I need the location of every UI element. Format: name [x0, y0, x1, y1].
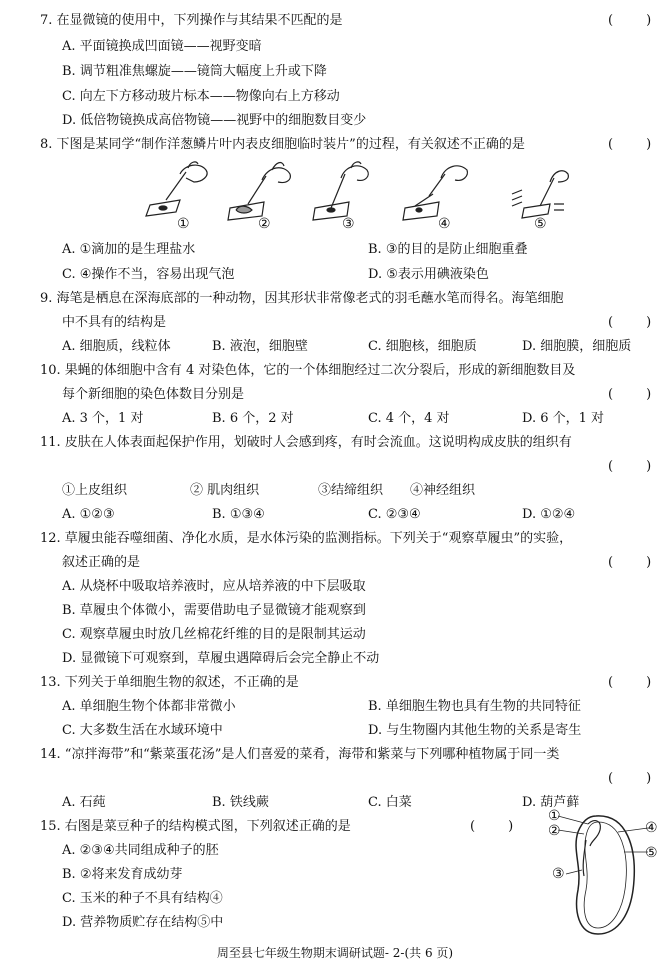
q12-option-d: D. 显微镜下可观察到，草履虫遇障碍后会完全静止不动 — [62, 651, 380, 666]
q8-figure-label-4: ④ — [438, 216, 451, 232]
q15-option-c: C. 玉米的种子不具有结构④ — [62, 891, 223, 906]
q15-figure-label-1: ① — [548, 808, 561, 824]
q10-option-c: C. 4 个，4 对 — [368, 411, 450, 426]
q10-option-a: A. 3 个，1 对 — [62, 411, 144, 426]
q15-option-a: A. ②③④共同组成种子的胚 — [62, 843, 219, 858]
q15-figure-label-4: ④ — [645, 820, 658, 836]
q7-option-c: C. 向左下方移动玻片标本——物像向右上方移动 — [62, 89, 340, 104]
q7-answer-paren: ( ) — [608, 13, 652, 28]
q11-stem: 11. 皮肤在人体表面起保护作用，划破时人会感到疼，有时会流血。这说明构成皮肤的组织有 — [40, 435, 572, 450]
q14-option-a: A. 石莼 — [62, 795, 106, 810]
q7-option-a: A. 平面镜换成凹面镜——视野变暗 — [62, 39, 262, 54]
q11-tissue-3: ③结缔组织 — [318, 483, 384, 498]
q11-option-d: D. ①②④ — [522, 507, 576, 522]
q15-option-b: B. ②将来发育成幼芽 — [62, 867, 183, 882]
q15-option-d: D. 营养物质贮存在结构⑤中 — [62, 915, 224, 930]
q11-option-b: B. ①③④ — [212, 507, 265, 522]
q9-stem-line1: 9. 海笔是栖息在深海底部的一种动物，因其形状非常像老式的羽毛蘸水笔而得名。海笔细胞 — [40, 291, 564, 306]
q9-option-b: B. 液泡，细胞壁 — [212, 339, 308, 354]
q14-option-b: B. 铁线蕨 — [212, 795, 269, 810]
q9-option-a: A. 细胞质，线粒体 — [62, 339, 171, 354]
q11-answer-paren: ( ) — [608, 459, 652, 474]
q8-figure-label-2: ② — [258, 216, 271, 232]
q12-answer-paren: ( ) — [608, 555, 652, 570]
q12-stem-line2: 叙述正确的是 — [62, 555, 141, 570]
q7-stem: 7. 在显微镜的使用中，下列操作与其结果不匹配的是 — [40, 13, 343, 28]
q13-stem: 13. 下列关于单细胞生物的叙述，不正确的是 — [40, 675, 299, 690]
q8-stem: 8. 下图是某同学“制作洋葱鳞片叶内表皮细胞临时装片”的过程，有关叙述不正确的是 — [40, 137, 525, 152]
q11-option-c: C. ②③④ — [368, 507, 421, 522]
step5-staining-drawing — [512, 171, 568, 218]
q10-answer-paren: ( ) — [608, 387, 652, 402]
q13-answer-paren: ( ) — [608, 675, 652, 690]
q8-option-d: D. ⑤表示用碘液染色 — [368, 267, 489, 282]
q13-option-d: D. 与生物圈内其他生物的关系是寄生 — [368, 723, 582, 738]
q7-option-d: D. 低倍物镜换成高倍物镜——视野中的细胞数目变少 — [62, 113, 367, 128]
q12-option-c: C. 观察草履虫时放几丝棉花纤维的目的是限制其运动 — [62, 627, 366, 642]
q14-option-d: D. 葫芦藓 — [522, 795, 580, 810]
q9-stem-line2: 中不具有的结构是 — [62, 315, 167, 330]
q9-option-d: D. 细胞膜，细胞质 — [522, 339, 632, 354]
step1-dropper-drawing — [146, 162, 207, 216]
q12-stem-line1: 12. 草履虫能吞噬细菌、净化水质，是水体污染的监测指标。下列关于“观察草履虫”的实验， — [40, 531, 573, 546]
seed-outline — [576, 816, 634, 934]
q15-figure-label-2: ② — [548, 823, 561, 839]
q15-stem: 15. 右图是菜豆种子的结构模式图，下列叙述正确的是 — [40, 819, 351, 834]
q8-option-c: C. ④操作不当，容易出现气泡 — [62, 267, 235, 282]
q7-option-b: B. 调节粗准焦螺旋——镜筒大幅度上升或下降 — [62, 64, 327, 79]
step2-forceps-drawing — [228, 163, 290, 220]
q15-answer-paren: ( ) — [470, 819, 514, 834]
q8-procedure-figure — [140, 160, 580, 220]
q10-option-b: B. 6 个，2 对 — [212, 411, 294, 426]
q14-stem: 14. “凉拌海带”和“紫菜蛋花汤”是人们喜爱的菜肴，海带和紫菜与下列哪种植物属于同一类 — [40, 747, 560, 762]
step4-coverslip-drawing — [403, 166, 467, 220]
step3-needle-drawing — [313, 162, 368, 220]
q12-option-a: A. 从烧杯中吸取培养液时，应从培养液的中下层吸取 — [62, 579, 366, 594]
q8-figure-label-5: ⑤ — [534, 216, 547, 232]
q13-option-a: A. 单细胞生物个体都非常微小 — [62, 699, 236, 714]
q9-answer-paren: ( ) — [608, 315, 652, 330]
q13-option-b: B. 单细胞生物也具有生物的共同特征 — [368, 699, 581, 714]
q11-tissue-1: ①上皮组织 — [62, 483, 128, 498]
page-footer: 周至县七年级生物期末调研试题- 2-(共 6 页) — [216, 946, 454, 960]
q15-figure-label-3: ③ — [552, 866, 565, 882]
q14-option-c: C. 白菜 — [368, 795, 412, 810]
q11-option-a: A. ①②③ — [62, 507, 115, 522]
q8-answer-paren: ( ) — [608, 137, 652, 152]
q9-option-c: C. 细胞核，细胞质 — [368, 339, 477, 354]
cotyledon-outline — [584, 822, 626, 928]
q10-stem-line2: 每个新细胞的染色体数目分别是 — [62, 387, 245, 402]
plumule-shape — [588, 821, 600, 846]
q10-stem-line1: 10. 果蝇的体细胞中含有 4 对染色体，它的一个体细胞经过二次分裂后，形成的新细胞数目及 — [40, 363, 576, 378]
q14-answer-paren: ( ) — [608, 771, 652, 786]
q11-tissue-4: ④神经组织 — [410, 483, 476, 498]
q10-option-d: D. 6 个，1 对 — [522, 411, 605, 426]
q12-option-b: B. 草履虫个体微小，需要借助电子显微镜才能观察到 — [62, 603, 366, 618]
q11-tissue-2: ② 肌肉组织 — [190, 483, 260, 498]
q13-option-c: C. 大多数生活在水域环境中 — [62, 723, 223, 738]
q8-option-a: A. ①滴加的是生理盐水 — [62, 242, 196, 257]
q8-option-b: B. ③的目的是防止细胞重叠 — [368, 242, 528, 257]
q15-figure-label-5: ⑤ — [645, 845, 658, 861]
q8-figure-label-3: ③ — [342, 216, 355, 232]
q8-figure-label-1: ① — [177, 216, 190, 232]
